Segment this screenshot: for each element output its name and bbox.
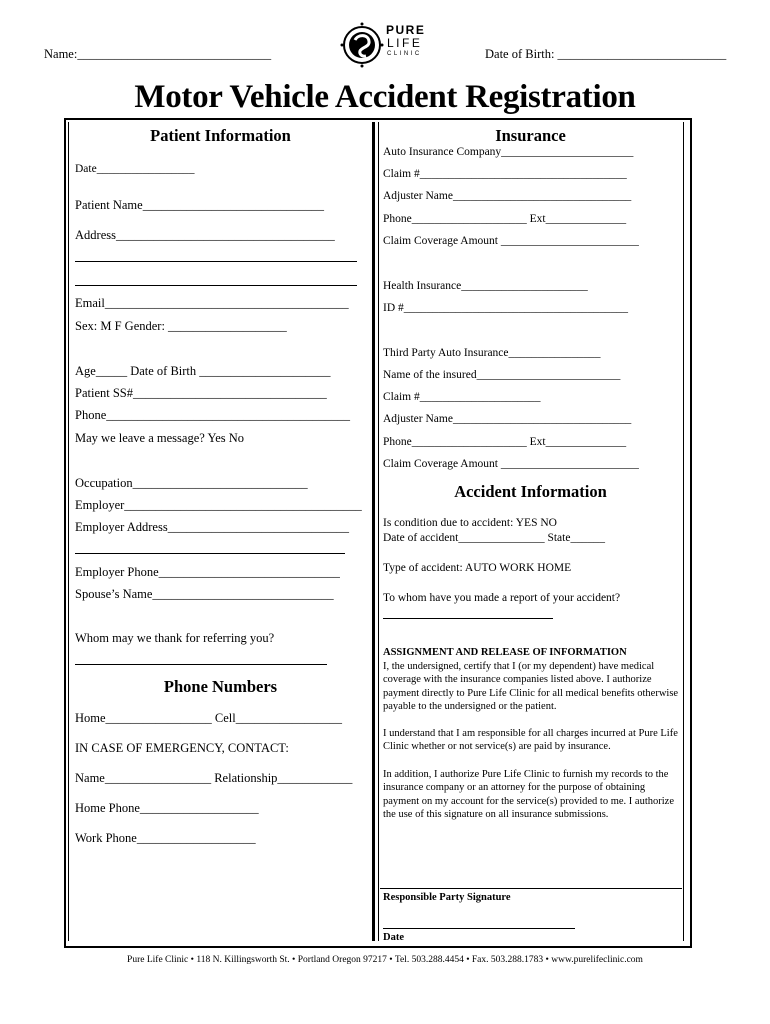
emergency-name-relationship-field[interactable]: Name_________________ Relationship____________ bbox=[75, 771, 353, 785]
insurance-heading: Insurance bbox=[495, 126, 566, 145]
health-insurance-field[interactable]: Health Insurance______________________ bbox=[383, 280, 588, 292]
employer-phone-field[interactable]: Employer Phone_____________________________ bbox=[75, 565, 340, 579]
patient-name-field[interactable]: Patient Name_____________________________ bbox=[75, 198, 324, 212]
employer-field[interactable]: Employer______________________________________ bbox=[75, 498, 362, 512]
signature-top-rule bbox=[380, 888, 682, 889]
spouse-name-field[interactable]: Spouse’s Name_____________________________ bbox=[75, 587, 334, 601]
phone-numbers-heading: Phone Numbers bbox=[163, 677, 278, 696]
assignment-heading: ASSIGNMENT AND RELEASE OF INFORMATION bbox=[383, 647, 627, 658]
condition-due-to-accident-option[interactable]: Is condition due to accident: YES NO bbox=[383, 517, 557, 529]
clinic-footer: Pure Life Clinic • 118 N. Killingsworth St. • Portland Oregon 97217 • Tel. 503.288.4454 • Fax. 503.288.1783 • www.purelifeclinic.com bbox=[127, 955, 643, 965]
logo-text-clinic: CLINIC bbox=[387, 51, 422, 57]
employer-address-field[interactable]: Employer Address_____________________________ bbox=[75, 520, 349, 534]
patient-email-field[interactable]: Email_______________________________________ bbox=[75, 296, 349, 310]
assignment-paragraph-3: In addition, I authorize Pure Life Clinic to furnish my records to the insurance company or an attorney for the purpose of obtaining payment on my account for the service(s) provided to me. I authorize the use of this signature on all insurance submissions. bbox=[383, 769, 674, 820]
report-recipient-label: To whom have you made a report of your accident? bbox=[383, 592, 621, 604]
accident-information-heading: Accident Information bbox=[454, 482, 607, 501]
logo-text-life: LIFE bbox=[387, 36, 423, 50]
referral-label: Whom may we thank for referring you? bbox=[75, 631, 275, 645]
adjuster-phone-ext-field[interactable]: Phone____________________ Ext______________ bbox=[383, 213, 627, 225]
responsible-party-signature-label: Responsible Party Signature bbox=[383, 892, 511, 903]
assignment-paragraph-1: I, the undersigned, certify that I (or my dependent) have medical coverage with the insurance companies listed above. I authorize payment directly to Pure Life Clinic for all medical benefits otherwise payable to the undersigned or the patient. bbox=[383, 661, 679, 712]
third-party-claim-field[interactable]: Claim #_____________________ bbox=[383, 391, 541, 403]
pure-life-clinic-logo bbox=[340, 20, 426, 70]
name-field[interactable]: Name:_______________________________ bbox=[44, 47, 272, 61]
emergency-contact-label: IN CASE OF EMERGENCY, CONTACT: bbox=[75, 741, 289, 755]
health-insurance-id-field[interactable]: ID #_______________________________________ bbox=[383, 302, 629, 314]
address-line-3[interactable] bbox=[75, 285, 357, 286]
report-recipient-line[interactable] bbox=[383, 618, 553, 619]
occupation-field[interactable]: Occupation____________________________ bbox=[75, 476, 308, 490]
home-cell-field[interactable]: Home_________________ Cell_________________ bbox=[75, 711, 343, 725]
signature-date-label: Date bbox=[383, 932, 404, 943]
date-of-birth-field[interactable]: Date of Birth: ___________________________ bbox=[485, 47, 727, 61]
accident-date-state-field[interactable]: Date of accident_______________ State______ bbox=[383, 532, 605, 544]
address-line-2[interactable] bbox=[75, 261, 357, 262]
sex-gender-field[interactable]: Sex: M F Gender: ___________________ bbox=[75, 319, 287, 333]
name-of-insured-field[interactable]: Name of the insured_________________________ bbox=[383, 369, 621, 381]
patient-address-field[interactable]: Address___________________________________ bbox=[75, 228, 335, 242]
adjuster-name-field[interactable]: Adjuster Name_______________________________ bbox=[383, 190, 632, 202]
logo-emblem-icon bbox=[340, 20, 384, 70]
third-party-coverage-field[interactable]: Claim Coverage Amount ________________________ bbox=[383, 458, 639, 470]
logo-text-pure: PURE bbox=[386, 23, 426, 37]
assignment-paragraph-2: I understand that I am responsible for all charges incurred at Pure Life Clinic whether or not service(s) are paid by insurance. bbox=[383, 728, 678, 753]
auto-insurance-company-field[interactable]: Auto Insurance Company_______________________ bbox=[383, 146, 634, 158]
emergency-home-phone-field[interactable]: Home Phone___________________ bbox=[75, 801, 259, 815]
claim-coverage-amount-field[interactable]: Claim Coverage Amount ________________________ bbox=[383, 235, 639, 247]
patient-phone-field[interactable]: Phone_______________________________________ bbox=[75, 408, 350, 422]
age-dob-field[interactable]: Age_____ Date of Birth _____________________ bbox=[75, 364, 331, 378]
column-divider-inner bbox=[378, 122, 379, 941]
signature-line[interactable] bbox=[383, 928, 575, 929]
patient-ss-field[interactable]: Patient SS#_______________________________ bbox=[75, 386, 327, 400]
claim-number-field[interactable]: Claim #____________________________________ bbox=[383, 168, 627, 180]
third-party-adjuster-field[interactable]: Adjuster Name_______________________________ bbox=[383, 413, 632, 425]
employer-address-line-2[interactable] bbox=[75, 553, 345, 554]
third-party-phone-ext-field[interactable]: Phone____________________ Ext______________ bbox=[383, 436, 627, 448]
accident-type-option[interactable]: Type of accident: AUTO WORK HOME bbox=[383, 562, 572, 574]
patient-information-heading: Patient Information bbox=[150, 126, 291, 145]
leave-message-option[interactable]: May we leave a message? Yes No bbox=[75, 431, 245, 445]
third-party-insurance-field[interactable]: Third Party Auto Insurance________________ bbox=[383, 347, 601, 359]
emergency-work-phone-field[interactable]: Work Phone___________________ bbox=[75, 831, 256, 845]
page-title: Motor Vehicle Accident Registration bbox=[134, 79, 636, 115]
right-inner-rule bbox=[683, 122, 684, 941]
referral-line[interactable] bbox=[75, 664, 327, 665]
patient-date-field[interactable]: Date_________________ bbox=[75, 163, 195, 175]
column-divider bbox=[372, 122, 375, 941]
